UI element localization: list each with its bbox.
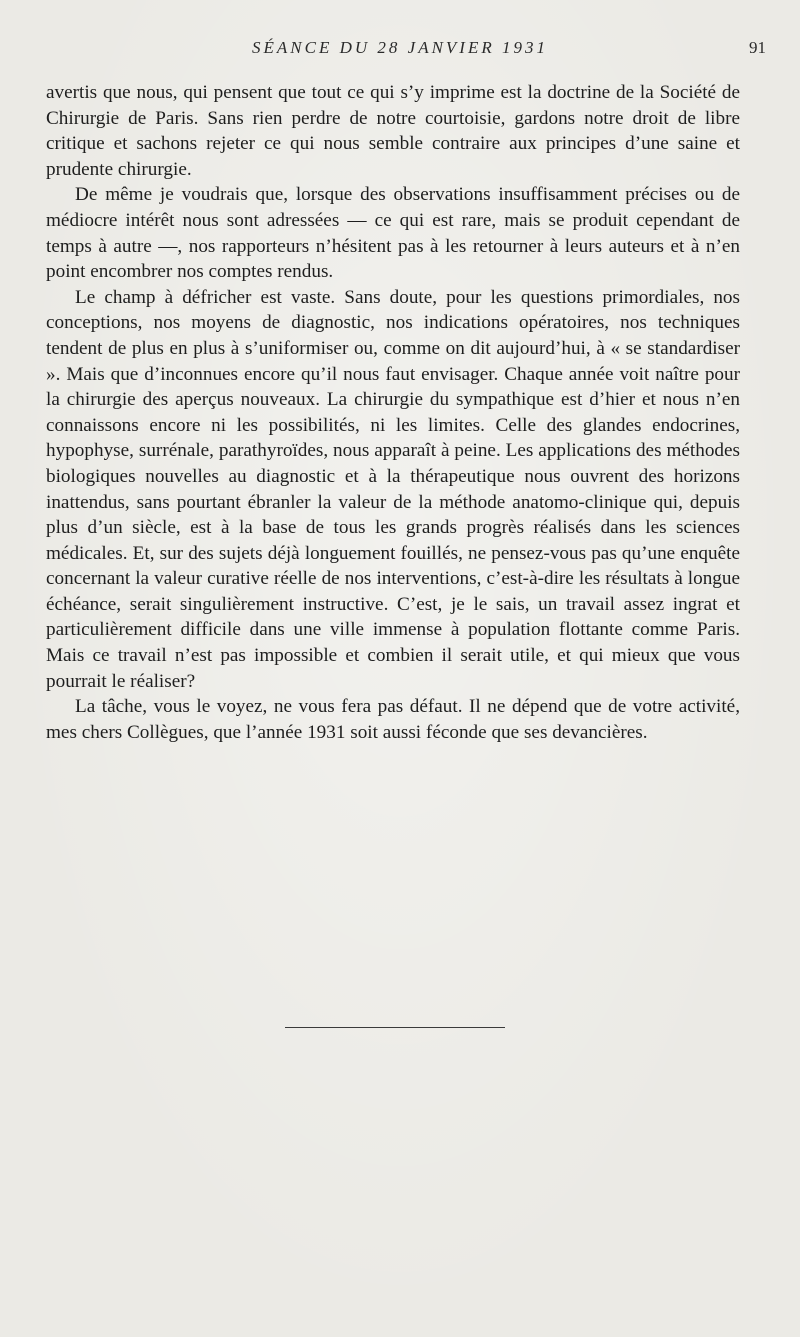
closing-rule	[285, 1027, 505, 1028]
running-head	[0, 38, 800, 62]
paragraph-continuation: avertis que nous, qui pensent que tout ce qui s’y imprime est la doctrine de la Société de Chirurgie de Paris. Sans rien perdre de notre courtoisie, gardons notre droit de libre critique et sachons rejeter ce qui nous semble contraire aux principes d’une saine et prudente chirurgie.	[46, 82, 740, 180]
paragraph-conclusion: La tâche, vous le voyez, ne vous fera pas défaut. Il ne dépend que de votre activité, mes chers Collègues, que l’année 1931 soit aussi féconde que ses devancières.	[46, 696, 740, 743]
running-title: SÉANCE DU 28 JANVIER 1931	[252, 38, 548, 57]
paragraph-champ: Le champ à défricher est vaste. Sans doute, pour les questions primordiales, nos conceptions, nos moyens de diagnostic, nos indications opératoires, nos techniques tendent de plus en plus à s’uniformiser ou, comme on dit aujourd’hui, à « se standardiser ». Mais que d’inconnues encore qu’il nous faut envisager. Chaque année voit naître pour la chirurgie des aperçus nouveaux. La chirurgie du sympathique est d’hier et nous n’en connaissons encore ni les possibilités, ni les limites. Celle des glandes endocrines, hypophyse, surrénale, parathyroïdes, nous apparaît à peine. Les applications des méthodes biologiques nouvelles au diagnostic et à la thérapeutique nous ouvrent des horizons inattendus, sans pourtant ébranler la valeur de la méthode anatomo-clinique qui, depuis plus d’un siècle, est à la base de tous les grands progrès réalisés dans les sciences médicales. Et, sur des sujets déjà longuement fouillés, ne pensez-vous pas qu’une enquête concernant la valeur curative réelle de nos interventions, c’est-à-dire les résultats à longue échéance, serait singulièrement instructive. C’est, je le sais, un travail assez ingrat et particulièrement difficile dans une ville immense à population flottante comme Paris. Mais ce travail n’est pas impossible et combien il serait utile, et qui mieux que vous pourrait le réaliser?	[46, 286, 740, 692]
page-number: 91	[749, 38, 766, 57]
body-text	[46, 80, 740, 745]
paragraph-observations: De même je voudrais que, lorsque des observations insuffisamment précises ou de médiocre intérêt nous sont adressées — ce qui est rare, mais se produit cependant de temps à autre —, nos rapporteurs n’hésitent pas à les retourner à leurs auteurs et à n’en point encombrer nos comptes rendus.	[46, 184, 740, 283]
